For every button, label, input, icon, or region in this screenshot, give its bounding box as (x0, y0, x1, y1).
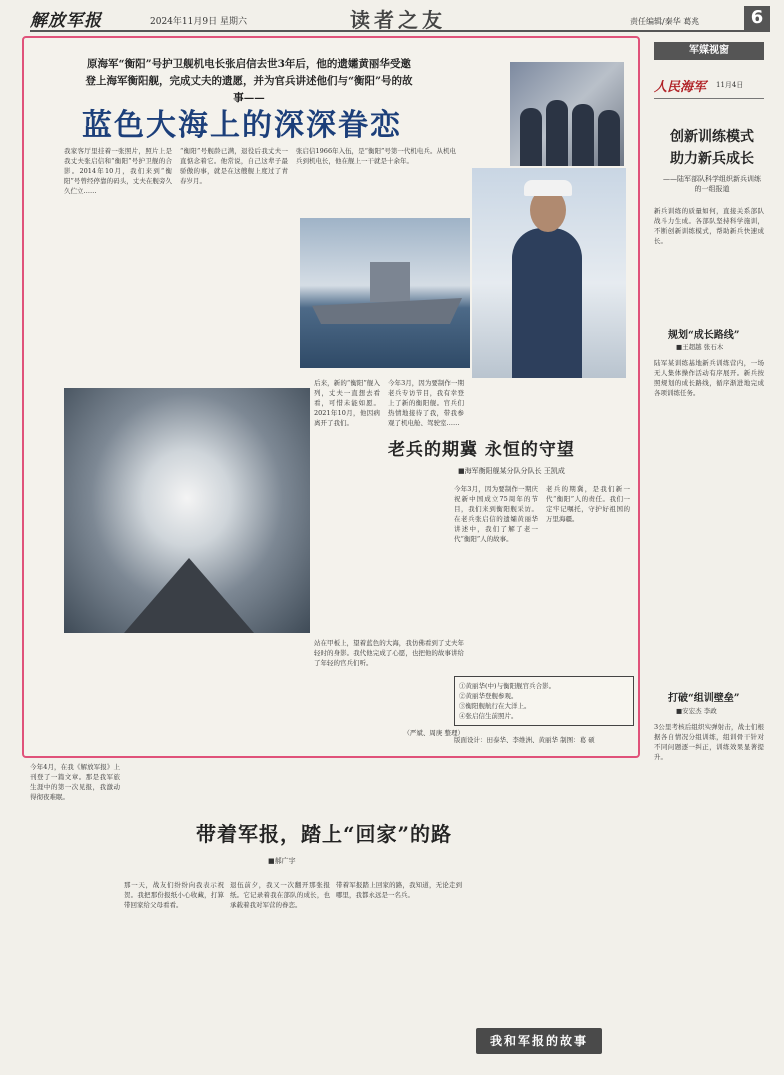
newspaper-logo: 解放军报 (30, 11, 102, 31)
sidebar-headline: 创新训练模式 助力新兵成长 (670, 129, 754, 167)
story3-body-col-2: 那一天，战友们纷纷向我表示祝贺。我把那份报纸小心收藏，打算带回家给父母看看。 (124, 881, 224, 909)
story3-body-col-1: 今年4月，在我《解放军报》上刊登了一篇文章。那是我军旅生涯中的第一次见报，我激动得彻夜难眠。 (30, 763, 120, 801)
story3-body-col-3: 退伍前夕，我又一次翻开那张报纸。它记录着我在部队的成长，也承载着我对军营的眷恋。 (230, 881, 330, 909)
caption-1: ①黄丽华(中)与衡阳舰官兵合影。 (459, 682, 556, 690)
editors-line: 责任编辑/秦华 葛兆 (630, 17, 700, 26)
page-number: 6 (744, 6, 770, 30)
sidebar-section-2-title: 打破“组训壁垒” (668, 693, 740, 704)
sidebar-tag: 军媒视窗 (654, 42, 764, 60)
masthead (30, 6, 770, 32)
feature-headline: 蓝色大海上的深深眷恋 (82, 108, 402, 143)
feature-body-col-1: 我家客厅里挂着一张照片，照片上是我丈夫张启信和“衡阳”号护卫舰的合影。2014年10月，我们来到“衡阳”号曾经停靠的码头，丈夫在舰旁久久伫立…… (64, 147, 172, 195)
feature-deck: 原海军“衡阳”号护卫舰机电长张启信去世3年后，他的遗孀黄丽华受邀登上海军衡阳舰，完成丈夫的遗愿，并为官兵讲述他们与“衡阳”号的故事—— (85, 58, 413, 104)
story2-body-col-1: 今年3月，因为要制作一期庆祝新中国成立75周年的节目，我们来到衡阳舰采访。在老兵张启信的遗孀黄丽华讲述中，我们了解了老一代“衡阳”人的故事。 (454, 485, 538, 543)
caption-4: ④张启信生前照片。 (459, 712, 518, 720)
sidebar-media-window (646, 36, 770, 1071)
story2-headline: 老兵的期冀 永恒的守望 (388, 440, 575, 460)
feature-body-col-3: 张启信1966年入伍，是“衡阳”号第一代机电兵。从机电兵到机电长，他在舰上一干就是十余年。 (296, 147, 456, 165)
issue-date: 2024年11月9日 星期六 (150, 17, 247, 27)
story2-body-col-2: 老兵的期冀，是我们新一代“衡阳”人的责任。我们一定牢记嘱托，守护好祖国的万里海疆。 (546, 485, 630, 523)
story3-headline: 带着军报，踏上“回家”的路 (196, 822, 453, 846)
feature-body-col-5: 今年3月，因为要制作一期老兵专访节目，我有幸登上了新的衡阳舰。官兵们热情地接待了我，带我参观了机电舱、驾驶室…… (388, 379, 464, 427)
caption-2: ②黄丽华登舰参观。 (459, 692, 518, 700)
design-credit: 版面设计：田泰华、李维洲、黄丽华 制图：葛 硕 (454, 736, 595, 744)
sea-waves-photo (64, 388, 310, 633)
sidebar-section-2-byline: ■安宏杰 李政 (676, 707, 717, 715)
sidebar-section-1-byline: ■王超越 张石木 (676, 343, 724, 351)
source-logo: 人民海军 (654, 80, 707, 95)
sidebar-intro: 新兵训练的质量如何，直接关系部队战斗力生成。各部队坚持科学施训，不断创新训练模式，帮助新兵快速成长。 (654, 207, 764, 245)
caption-3: ③衡阳舰航行在大洋上。 (459, 702, 531, 710)
sidebar-date: 11月4日 (716, 81, 744, 89)
feature-author: （严斌、周庚 整理） (403, 729, 464, 737)
photo-captions (454, 676, 634, 726)
feature-body-col-6: 站在甲板上，望着蓝色的大海，我仿佛看到了丈夫年轻时的身影。我代他完成了心愿，也把他的故事讲给了年轻的官兵们听。 (314, 639, 464, 667)
feature-body-col-4: 后来，新的“衡阳”舰入列，丈夫一直想去看看，可惜未能如愿。2021年10月，他因病离开了我们。 (314, 379, 380, 427)
story3-byline: ■郝广宇 (268, 857, 296, 865)
group-photo (510, 62, 624, 166)
sailor-portrait-photo (472, 168, 626, 378)
sidebar-section-1-title: 规划“成长路线” (668, 330, 740, 341)
footer-banner: 我和军报的故事 (476, 1028, 602, 1054)
story3-body-col-4: 带着军报踏上回家的路，我知道，无论走到哪里，我都永远是一名兵。 (336, 881, 462, 899)
story2-byline: ■海军衡阳舰某分队分队长 王凯成 (458, 467, 565, 475)
section-title: 读者之友 (350, 8, 446, 32)
feature-body-col-2: “衡阳”号舰龄已满，退役后我丈夫一直惦念着它。他常说，自己这辈子最骄傲的事，就是在这艘舰上度过了青春岁月。 (180, 147, 288, 185)
warship-photo (300, 218, 470, 368)
sidebar-section-1-body: 陆军某训练基地新兵训练营内，一场无人集体操作活动有序展开。新兵按照规划的成长路线，循序渐进地完成各项训练任务。 (654, 359, 764, 397)
sidebar-section-2-body: 3公里考核后组织实弹射击，战士们根据各自情况分组训练，组训骨干针对不同问题逐一纠正，训练效果显著提升。 (654, 723, 764, 761)
sidebar-subhead: ——陆军部队科学组织新兵训练的一组报道 (663, 175, 761, 193)
